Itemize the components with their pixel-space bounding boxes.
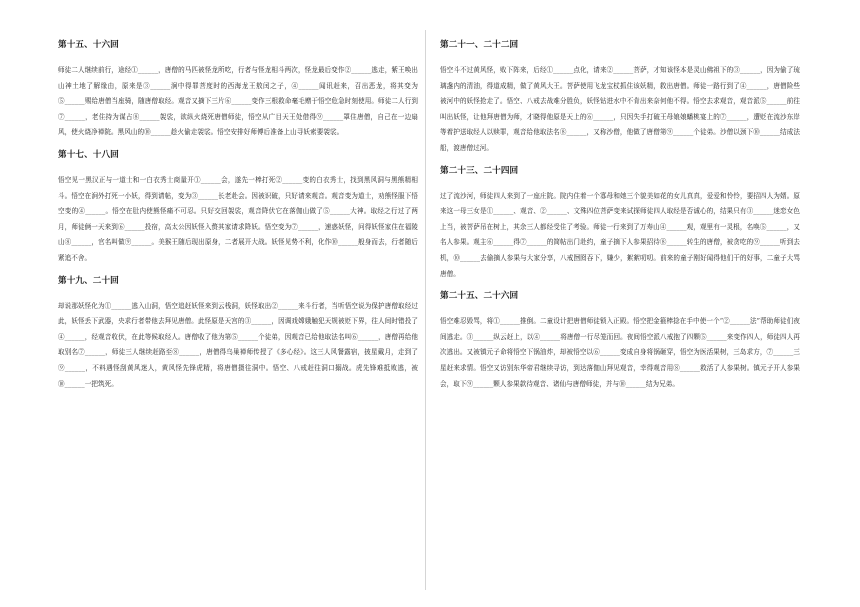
section-heading: 第二十五、二十六回 bbox=[440, 291, 519, 302]
section-paragraph: 过了流沙河，师徒四人来到了一座庄院。院内住着一个寡母和她三个貌美如花的女儿真真，爱爱和怜怜，要招四人为婿。原来这一母三女是①______、观音、②______、文殊四位菩萨变来试探师徒四人取经是否诚心的，结果只有③______迷恋女色上当，被菩萨吊在树上，其余三人都经受住了考验。师徒一行来到了万寿山④______观，观里有一灵根，名唤⑤______，又名人参果。观主⑥______得⑦______的简帖出门赴约，童子摘下人参果招待⑧______转生的唐僧，被贪吃的⑨______听到去机，⑩______去偷摘人参果与大家分享，八戒囫囵吞下，嫌少，絮絮叨叨。前来的童子刚好闻得他们干的好事，二童子大骂唐僧。 bbox=[440, 191, 800, 278]
section-heading: 第二十一、二十二回 bbox=[440, 40, 519, 50]
section-paragraph: 悟空难忍毁骂，将①______推倒。二童设计把唐僧师徒锁入正殿。悟空把金箍棒捻在手中使一个“②______法”帮助师徒们夜间逃走。③______纵云赶上，以④______将唐僧一行尽笼而回。夜间悟空派八戒抱了四颗⑤______来变作四人，师徒四人再次逃出。又被镇元子命将悟空下锅油炸，却被悟空以⑥______变成自身将锅砸穿，悟空为医活果树，三岛求方，⑦______三星赶来求情。悟空又访别东华帝君继续寻访，到达落伽山拜见观音，幸得观音用⑧______救活了人参果树。镇元子开人参果会，取下⑨______颗人参果款待观音、诸仙与唐僧师徒，并与⑩______结为兄弟。 bbox=[440, 317, 800, 388]
section-chapters-21-22 bbox=[440, 38, 800, 157]
section-heading: 第十五、十六回 bbox=[58, 40, 119, 50]
section-heading: 第十九、二十回 bbox=[58, 275, 119, 286]
section-heading: 第二十三、二十四回 bbox=[440, 165, 519, 176]
section-chapters-19-20 bbox=[58, 274, 418, 393]
section-chapters-15-16 bbox=[58, 38, 418, 141]
section-chapters-17-18 bbox=[58, 148, 418, 267]
section-chapters-23-24 bbox=[440, 164, 800, 283]
left-column bbox=[58, 38, 418, 399]
section-paragraph: 悟空见一黑汉正与一道士和一白衣秀士商量开①______会，遂先一棒打死②______变的白衣秀士，找到黑风洞与黑熊精相斗。悟空在涧外打死一小妖，得到请帖，变为③______长老赴会。因被识破，只好请来观音。观音变为道士，劝熊怪服下悟空变的④______。悟空在肚内使熊怪痛不可忍。只好交回袈裟，观音降伏它在落伽山做了⑤______大神。取经之行过了两月，师徒俩一天来到⑥______投宿，高太公因妖怪入赘其家请求降妖。悟空变为⑦______，速惑妖怪，问得妖怪家住在福陵山⑧______，官名叫做⑨______。美猴王随后现出原身，二者展开大战。妖怪见势不利，化作⑩______般身而去，行者随后紧追不舍。 bbox=[58, 175, 418, 262]
section-paragraph: 悟空斗不过黄风怪，败下阵来，后经①______点化，请来②______菩萨，才知该怪本是灵山佛祖下的③______，因为偷了琉璃盏内的清油，得道成精，做了黄风大王。菩萨使用飞龙宝杖抓住该妖精，救出唐僧。师徒一路行到了④______，唐僧险些被河中的妖怪抢走了。悟空、八戒去战难分胜负，妖怪钻进水中不肯出来奈何他不得。悟空去求观音，观音派⑤______前往叫出妖怪，让他拜唐僧为师，才晓得他原是天上的⑥______，只因失手打破王母娘娘蟠桃宴上的⑦______，遭贬在流沙东岸等着护送取经人以赎罪，观音给他取法名⑧______，又称沙僧，他做了唐僧第⑨______个徒弟。沙僧以颈下⑩______结成法船，渡唐僧过河。 bbox=[440, 66, 800, 152]
section-chapters-25-26 bbox=[440, 289, 800, 392]
section-paragraph: 师徒二人继续前行，途经①______，唐僧的马匹被怪龙所吃，行者与怪龙相斗两次，怪龙最后变作②______逃走，紫王唤出山神土地了解缘由，原来是③______涧中得罪菩度时的西海龙王敖闰之子，④______闻讯赶来，召出恶龙，将其变为⑤______赐给唐僧当座骑，随唐僧取经。观音又摘下三片⑥______变作三根救命毫毛赠于悟空危急时刻使用。师徒二人行到⑦______，老住持为谋占⑧______袈裟，欲纵火烧死唐僧师徒，悟空从广目天王处借得⑨______罩住唐僧，自己在一边扇风，使火烧净禅院。黑风山的⑩______趁火偷走袈裟。悟空安排好师傅后准备上山寻妖索要袈裟。 bbox=[58, 66, 418, 137]
column-divider bbox=[425, 30, 426, 590]
right-column bbox=[440, 38, 800, 399]
section-paragraph: 却说那妖怪化为①______逃入山洞，悟空追赶妖怪来到云栈洞，妖怪取出②______来斗行者，当听悟空说为保护唐僧取经过此，妖怪丢下武器，央求行者带他去拜见唐僧。此怪原是天宫的③______，因调戏嫦娥触犯天规被贬下界，往人间时错投了④______，经观音收伏，在此等候取经人。唐僧收了他为第⑤______个徒弟，因观音已给他取法名叫⑥______，唐僧再给他取别名⑦______，师徒三人继续赶路至⑧______，唐僧得乌巢禅师传授了《多心经》。这三人风餐露宿，披星戴月，走到了⑨______，不料遇怪刮黄风迷人，黄风怪先锋虎精，将唐僧摄往洞中。悟空、八戒赶往洞口搦战。虎先锋难抵败逃，被⑩______一把筑死。 bbox=[58, 301, 418, 388]
section-heading: 第十七、十八回 bbox=[58, 149, 119, 160]
